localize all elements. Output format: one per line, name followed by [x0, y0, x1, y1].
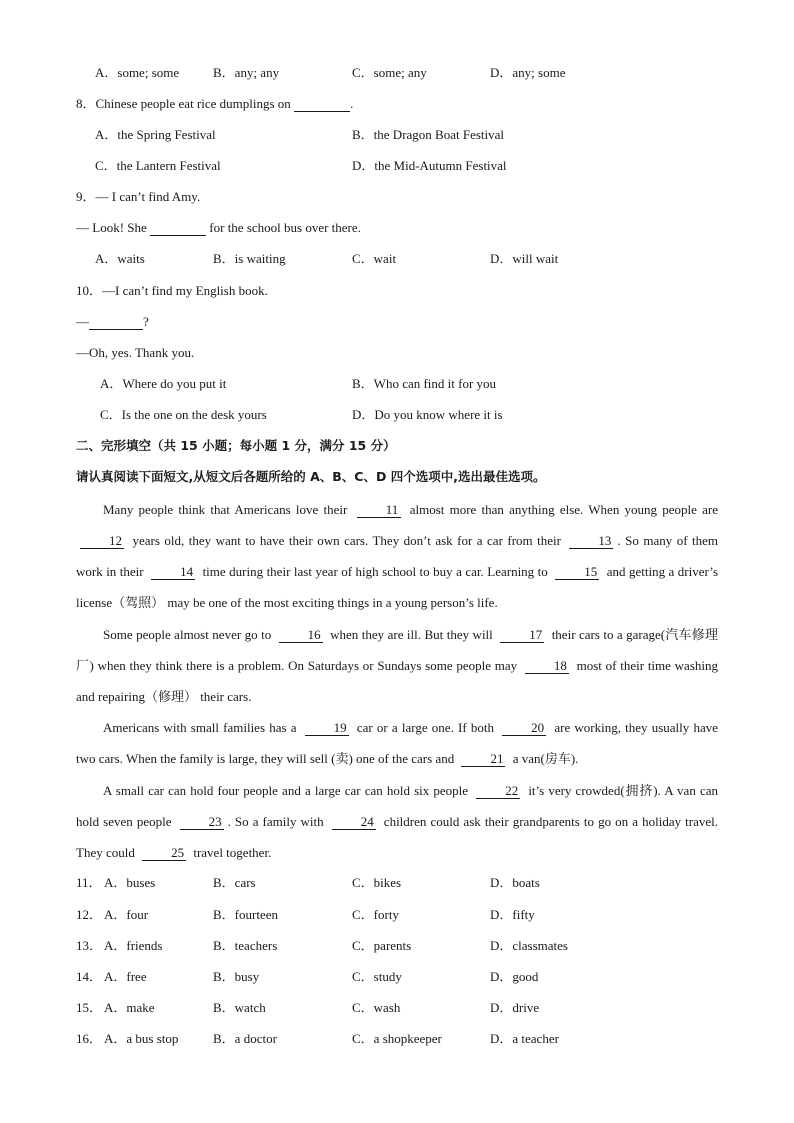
q9-line2: [76, 219, 361, 237]
q10-option-a: A．Where do you put it: [100, 376, 227, 391]
section-instruction: 请认真阅读下面短文,从短文后各题所给的 A、B、C、D 四个选项中,选出最佳选项。: [76, 469, 546, 484]
q10-option-b: B．Who can find it for you: [352, 376, 497, 391]
q12-option-c: C．forty: [352, 907, 399, 922]
q13-option-d: D．classmates: [490, 938, 568, 953]
q10-line2-dash: —: [76, 314, 89, 329]
passage-text: Some people almost never go to: [103, 627, 275, 642]
q7-option-b: B．any; any: [213, 65, 280, 80]
q8-blank: [294, 97, 350, 112]
q9-line2-text: — Look! She: [76, 220, 151, 235]
passage-text: most of their time washing and repairing（修理） their cars.: [76, 658, 718, 704]
q7-option-c: C．some; any: [352, 65, 427, 80]
blank-15: 15: [555, 565, 599, 580]
passage-text: Americans with small families has a: [103, 720, 301, 735]
q8-option-c: C．the Lantern Festival: [95, 158, 221, 173]
blank-23: 23: [180, 815, 224, 830]
q12-option-d: D．fifty: [490, 907, 535, 922]
q8-option-b: B．the Dragon Boat Festival: [352, 127, 505, 142]
blank-16: 16: [279, 628, 323, 643]
passage-text: children could ask their grandparents to go on a holiday travel. They could: [76, 814, 718, 860]
q9-option-a: A．waits: [95, 251, 145, 266]
q13-number: 13．: [76, 938, 103, 953]
q8-option-a: A．the Spring Festival: [95, 127, 216, 142]
q10-line3: —Oh, yes. Thank you.: [76, 345, 195, 360]
q10-line1: 10．—I can’t find my English book.: [76, 283, 268, 298]
q16-number: 16．: [76, 1031, 103, 1046]
passage-text: a van(房车).: [509, 751, 579, 766]
blank-20: 20: [502, 721, 546, 736]
blank-25: 25: [142, 846, 186, 861]
passage-paragraph-1: [76, 494, 718, 618]
passage-text: . So a family with: [227, 814, 328, 829]
q10-line2: [76, 313, 149, 331]
passage-text: . So many of them work in their: [76, 533, 719, 579]
q9-option-c: C．wait: [352, 251, 397, 266]
q14-option-a: A．free: [104, 969, 147, 984]
q7-option-d: D．any; some: [490, 65, 566, 80]
passage-text: are working, they usually have two cars. When the family is large, they will sell (卖) one of the cars and: [76, 720, 718, 766]
passage-text: A small car can hold four people and a large car can hold six people: [103, 783, 473, 798]
q15-number: 15．: [76, 1000, 103, 1015]
blank-18: 18: [525, 659, 569, 674]
passage-text: car or a large one. If both: [352, 720, 499, 735]
blank-11: 11: [357, 503, 401, 518]
q11-option-d: D．boats: [490, 875, 540, 890]
q13-option-c: C．parents: [352, 938, 412, 953]
q10-option-c: C．Is the one on the desk yours: [100, 407, 267, 422]
q9-option-b: B．is waiting: [213, 251, 286, 266]
section-heading: 二、完形填空（共 15 小题；每小题 1 分，满分 15 分）: [76, 438, 396, 453]
q14-option-c: C．study: [352, 969, 402, 984]
q7-option-a: A．some; some: [95, 65, 180, 80]
q11-option-a: A．buses: [104, 875, 156, 890]
q15-option-d: D．drive: [490, 1000, 540, 1015]
q8-stem-text: 8．Chinese people eat rice dumplings on: [76, 96, 295, 111]
q12-option-a: A．four: [104, 907, 149, 922]
q15-option-b: B．watch: [213, 1000, 266, 1015]
passage-text: time during their last year of high school to buy a car. Learning to: [199, 564, 552, 579]
q8-option-d: D．the Mid-Autumn Festival: [352, 158, 507, 173]
q8-stem: [76, 95, 353, 113]
q14-option-b: B．busy: [213, 969, 260, 984]
q10-line2-end: ?: [143, 314, 149, 329]
q13-option-a: A．friends: [104, 938, 163, 953]
passage-text: years old, they want to have their own cars. They don’t ask for a car from their: [128, 533, 566, 548]
blank-17: 17: [500, 628, 544, 643]
q13-option-b: B．teachers: [213, 938, 278, 953]
blank-24: 24: [332, 815, 376, 830]
q16-option-b: B．a doctor: [213, 1031, 277, 1046]
passage-paragraph-2: [76, 619, 718, 712]
q10-option-d: D．Do you know where it is: [352, 407, 503, 422]
passage-text: Many people think that Americans love their: [103, 502, 353, 517]
blank-14: 14: [151, 565, 195, 580]
q12-number: 12．: [76, 907, 103, 922]
passage-text: it’s very crowded(拥挤). A van can hold seven people: [76, 783, 718, 829]
q16-option-d: D．a teacher: [490, 1031, 559, 1046]
q12-option-b: B．fourteen: [213, 907, 278, 922]
blank-19: 19: [305, 721, 349, 736]
q11-option-b: B．cars: [213, 875, 256, 890]
q14-option-d: D．good: [490, 969, 539, 984]
q15-option-c: C．wash: [352, 1000, 401, 1015]
q9-line2-end: for the school bus over there.: [206, 220, 361, 235]
q9-blank: [150, 221, 206, 236]
blank-22: 22: [476, 784, 520, 799]
blank-21: 21: [461, 752, 505, 767]
passage-text: almost more than anything else. When young people are: [404, 502, 718, 517]
q14-number: 14．: [76, 969, 103, 984]
q10-blank: [89, 315, 143, 330]
q16-option-c: C．a shopkeeper: [352, 1031, 442, 1046]
q15-option-a: A．make: [104, 1000, 155, 1015]
passage-text: when they are ill. But they will: [326, 627, 497, 642]
passage-text: and getting a driver’s license（驾照） may be one of the most exciting things in a young person’s life.: [76, 564, 718, 610]
blank-12: 12: [80, 534, 124, 549]
q11-option-c: C．bikes: [352, 875, 402, 890]
blank-13: 13: [569, 534, 613, 549]
passage-paragraph-3: [76, 712, 718, 774]
passage-text: travel together.: [190, 845, 272, 860]
q11-number: 11．: [76, 875, 102, 890]
q8-stem-end: .: [350, 96, 354, 111]
q9-line1: 9．— I can’t find Amy.: [76, 189, 201, 204]
q9-option-d: D．will wait: [490, 251, 559, 266]
passage-text: their cars to a garage(汽车修理厂) when they think there is a problem. On Saturdays or Sundays some people may: [76, 627, 718, 673]
passage-paragraph-4: [76, 775, 718, 868]
q16-option-a: A．a bus stop: [104, 1031, 179, 1046]
